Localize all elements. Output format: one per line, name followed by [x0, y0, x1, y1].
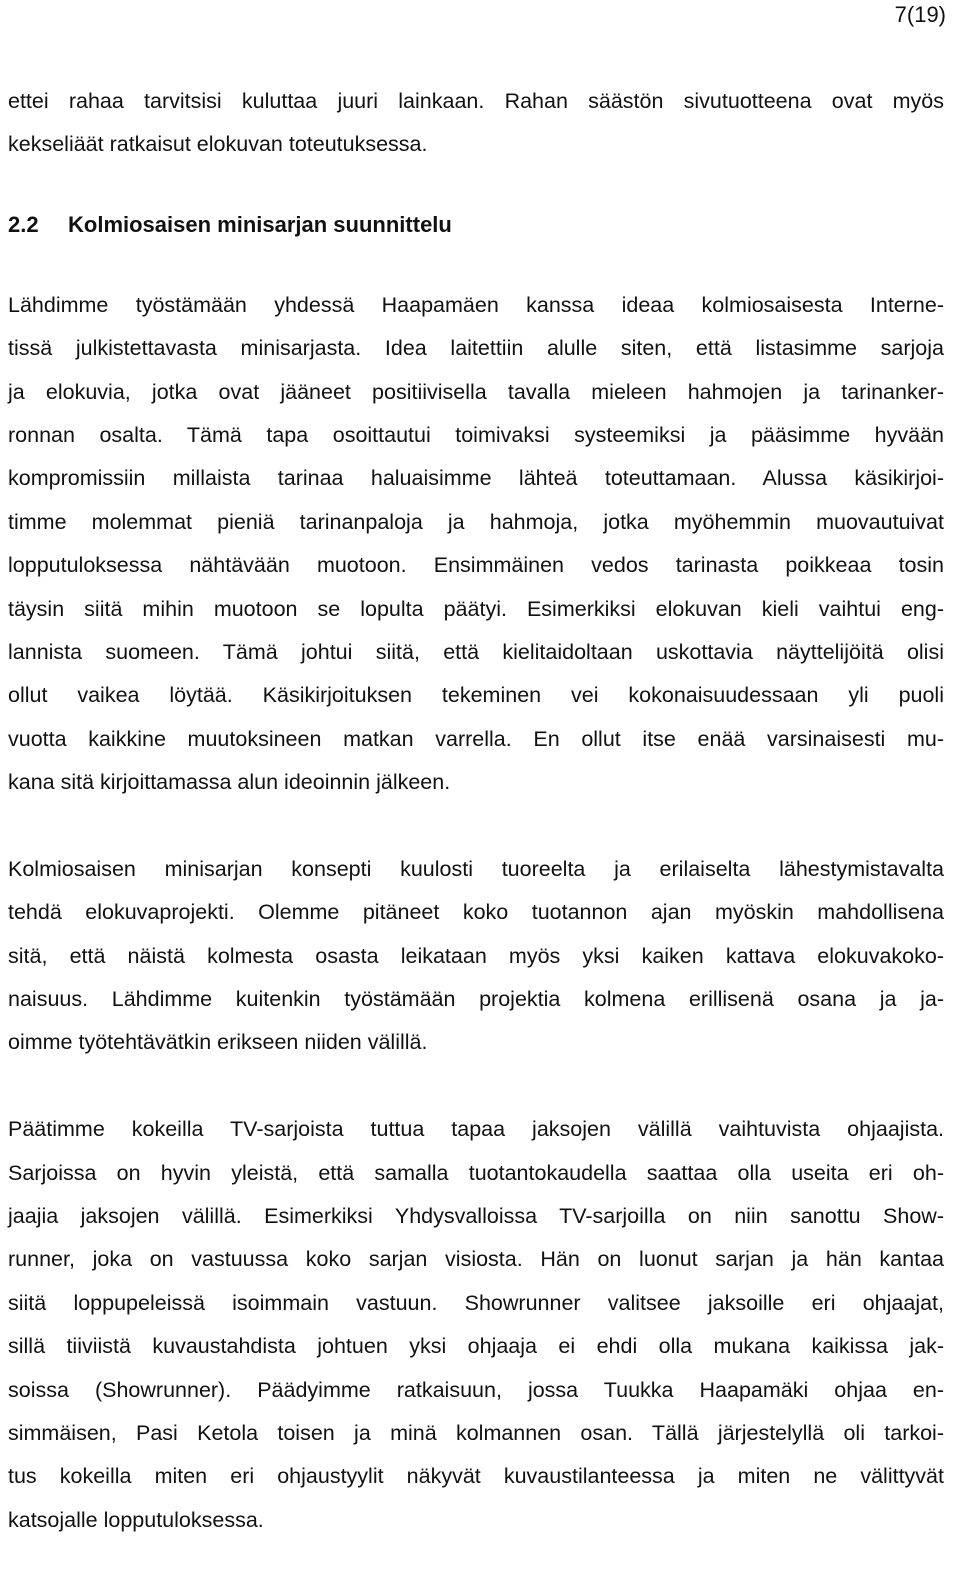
- text-line: lopputuloksessa nähtävään muotoon. Ensimmäinen vedos tarinasta poikkeaa tosin: [8, 553, 944, 578]
- text-line: kompromissiin millaista tarinaa haluaisimme lähteä toteuttamaan. Alussa käsikirjoi-: [8, 466, 944, 491]
- text-line: täysin siitä mihin muotoon se lopulta päätyi. Esimerkiksi elokuvan kieli vaihtui eng-: [8, 596, 944, 621]
- text-line: oimme työtehtävätkin erikseen niiden välillä.: [8, 1030, 428, 1055]
- text-line: katsojalle lopputuloksessa.: [8, 1507, 264, 1532]
- text-line: tus kokeilla miten eri ohjaustyylit näkyvät kuvaustilanteessa ja miten ne välittyvät: [8, 1464, 944, 1489]
- text-line: ettei rahaa tarvitsisi kuluttaa juuri lainkaan. Rahan säästön sivutuotteena ovat myös: [8, 89, 944, 113]
- text-line: Päätimme kokeilla TV-sarjoista tuttua tapaa jaksojen välillä vaihtuvista ohjaajista.: [8, 1117, 944, 1142]
- intro-paragraph: [8, 80, 944, 167]
- paragraph-2: [8, 848, 944, 1065]
- paragraph-1: [8, 284, 944, 805]
- document-body: [8, 80, 944, 1542]
- text-line: sillä tiiviistä kuvaustahdista johtuen yksi ohjaaja ei ehdi olla mukana kaikissa jak-: [8, 1334, 944, 1359]
- text-line: runner, joka on vastuussa koko sarjan visiosta. Hän on luonut sarjan ja hän kantaa: [8, 1247, 944, 1272]
- text-line: naisuus. Lähdimme kuitenkin työstämään projektia kolmena erillisenä osana ja ja-: [8, 987, 944, 1012]
- text-line: kana sitä kirjoittamassa alun ideoinnin jälkeen.: [8, 770, 451, 795]
- text-line: lannista suomeen. Tämä johtui siitä, että kielitaidoltaan uskottavia näyttelijöitä olisi: [8, 639, 944, 664]
- text-line: jaajia jaksojen välillä. Esimerkiksi Yhdysvalloissa TV-sarjoilla on niin sanottu Show-: [8, 1203, 944, 1228]
- text-line: siitä loppupeleissä isoimmain vastuun. Showrunner valitsee jaksoille eri ohjaajat,: [8, 1290, 944, 1315]
- paragraph-3: [8, 1108, 944, 1542]
- section-heading: [8, 204, 944, 246]
- text-line: kekseliäät ratkaisut elokuvan toteutuksessa.: [8, 132, 428, 157]
- text-line: Kolmiosaisen minisarjan konsepti kuulosti tuoreelta ja erilaiselta lähestymistavalta: [8, 856, 944, 881]
- text-line: Lähdimme työstämään yhdessä Haapamäen kanssa ideaa kolmiosaisesta Interne-: [8, 292, 944, 317]
- text-line: timme molemmat pieniä tarinanpaloja ja hahmoja, jotka myöhemmin muovautuivat: [8, 509, 944, 534]
- text-line: ja elokuvia, jotka ovat jääneet positiivisella tavalla mieleen hahmojen ja tarinanker-: [8, 379, 944, 404]
- text-line: ronnan osalta. Tämä tapa osoittautui toimivaksi systeemiksi ja pääsimme hyvään: [8, 422, 944, 447]
- section-number: 2.2: [8, 211, 39, 237]
- text-line: vuotta kaikkine muutoksineen matkan varrella. En ollut itse enää varsinaisesti mu-: [8, 726, 944, 751]
- text-line: ollut vaikea löytää. Käsikirjoituksen tekeminen vei kokonaisuudessaan yli puoli: [8, 683, 944, 708]
- page-number: 7(19): [894, 2, 946, 27]
- text-line: Sarjoissa on hyvin yleistä, että samalla tuotantokaudella saattaa olla useita eri oh-: [8, 1160, 944, 1185]
- text-line: tehdä elokuvaprojekti. Olemme pitäneet koko tuotannon ajan myöskin mahdollisena: [8, 900, 944, 925]
- text-line: sitä, että näistä kolmesta osasta leikataan myös yksi kaiken kattava elokuvakoko-: [8, 943, 944, 968]
- text-line: simmäisen, Pasi Ketola toisen ja minä kolmannen osan. Tällä järjestelyllä oli tarkoi-: [8, 1420, 944, 1445]
- section-title: Kolmiosaisen minisarjan suunnittelu: [68, 211, 452, 237]
- text-line: tissä julkistettavasta minisarjasta. Idea laitettiin alulle siten, että listasimme sarjoja: [8, 336, 944, 361]
- text-line: soissa (Showrunner). Päädyimme ratkaisuun, jossa Tuukka Haapamäki ohjaa en-: [8, 1377, 944, 1402]
